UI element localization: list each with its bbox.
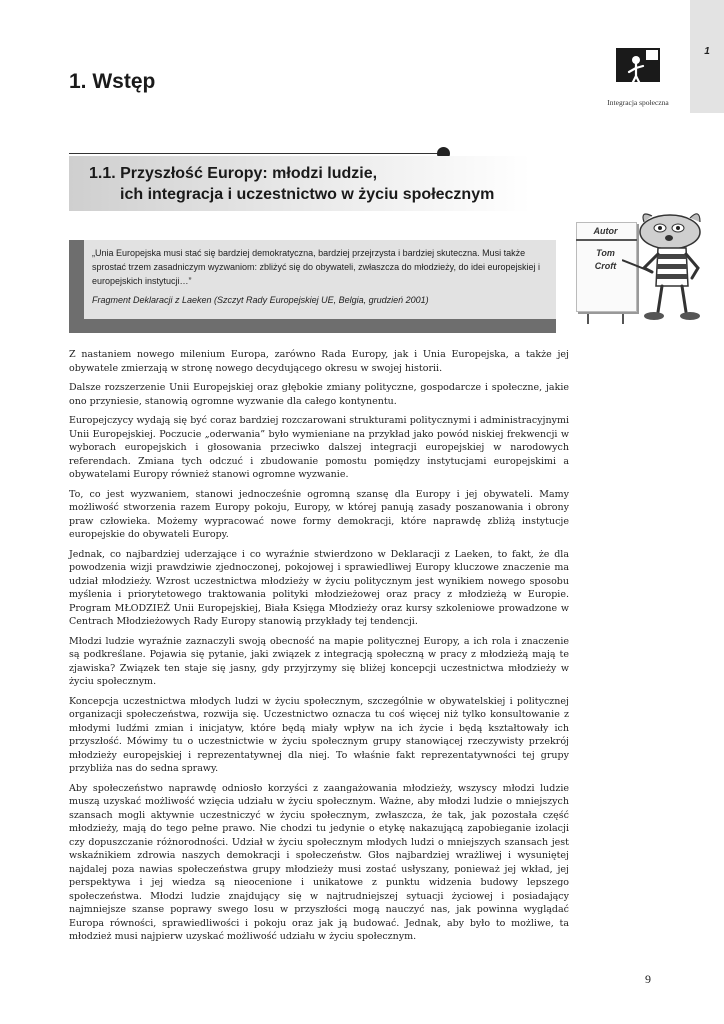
- chapter-number: 1: [704, 46, 710, 57]
- logo-caption: Integracja społeczna: [607, 98, 669, 107]
- paragraph: Aby społeczeństwo naprawdę odniosło korzyści z zaangażowania młodzieży, wszyscy młodzi ludzie muszą uzyskać możliwość wzięcia udziału w życiu społecznym. Ważne, aby młodzi ludzie o mniejszych szansach mogli aktywnie uczestniczyć w życiu społecznym, zwłaszcza, że tak, jak pozostała część młodzieży, mają do tego pełne prawo. Nie chodzi tu jedynie o etykę nakazującą zapobieganie izolacji czy dopuszczanie różnorodności. Udział w życiu społecznym młodych ludzi o mniejszych szansach jest wskaźnikiem zdrowia naszych demokracji i społeczeństw. Głos najbardziej wrażliwej i wysuniętej najdalej poza nawias społeczeństwa grupy młodzieży musi zostać usłyszany, ponieważ jej wkład, jej perspektywa i jej wiedza są nieocenione i unikatowe z punktu widzenia budowy lepszego społeczeństwa. Młodzi ludzie znajdujący się w najtrudniejszej sytuacji życiowej i posiadający najmniejsze szanse poprawy swego losu w przyszłości mogą nauczyć nas, jak powinna wyglądać Europa równości, sprawiedliwości i pokoju oraz jak ją budować. Jednak, aby było to możliwe, ta młodzież musi najpierw uzyskać możliwość udziału w życiu społecznym.: [69, 782, 569, 942]
- author-name-line2: Croft: [594, 261, 617, 271]
- section-title: [89, 163, 494, 205]
- paragraph: Młodzi ludzie wyraźnie zaznaczyli swoją obecność na mapie politycznej Europy, a ich rola i znaczenie są podkreślane. Pojawia się pytanie, jaki związek z integracją społeczną w pracy z młodzieżą mają te zjawiska? Związek ten staje się jasny, gdy przyjrzymy się bliżej koncepcji uczestnictwa młodzieży w życiu społecznym.: [69, 635, 569, 687]
- paragraph: Z nastaniem nowego milenium Europa, zarówno Rada Europy, jak i Unia Europejska, a także jej obywatele zmierzają w stronę nowego decydującego okresu w swojej historii.: [69, 349, 569, 374]
- section-title-line1: 1.1. Przyszłość Europy: młodzi ludzie,: [89, 165, 378, 182]
- cartoon-animal-presenter-icon: [622, 208, 722, 328]
- person-flag-icon: [616, 48, 660, 90]
- chapter-title: 1. Wstęp: [69, 70, 156, 93]
- paragraph: Koncepcja uczestnictwa młodych ludzi w życiu społecznym, szczególnie w obywatelskiej i politycznej organizacji społeczeństwa, rozwija się. Uczestnictwo oznacza tu coś więcej niż tylko konsultowanie z młodymi ludźmi zmian i inicjatyw, które będą miały wpływ na ich życie i będą kształtowały ich przyszłość. Mówimy tu o uczestnictwie w życiu społecznym grupy stanowiącej rzeczywisty przekrój młodzieży europejskiej i reprezentatywnej dla niej. To właśnie fakt reprezentatywności tej grupy przybliża nas do sedna sprawy.: [69, 695, 569, 774]
- quote-text: „Unia Europejska musi stać się bardziej demokratyczna, bardziej przejrzysta i bardziej skuteczna. Musi także sprostać trzem zasadniczym wyzwaniom: zbliżyć się do obywateli, zwłaszcza do młodzieży, do idei europejskiej i europejskich instytucji…”: [92, 248, 541, 286]
- author-label: Autor: [593, 226, 618, 236]
- section-title-line2: ich integracja i uczestnictwo w życiu społecznym: [120, 186, 495, 203]
- paragraph: To, co jest wyzwaniem, stanowi jednocześnie ogromną szansę dla Europy i jej obywateli. Mamy możliwość stworzenia razem Europy pokoju, Europy, w której panują zasady poszanowania i obrony praw człowieka. Możemy wypracować nowe formy demokracji, które naprawdę zbliżą instytucje europejskie do obywateli Europy.: [69, 488, 569, 540]
- page-number: 9: [645, 972, 651, 986]
- quote-source: Fragment Deklaracji z Laeken (Szczyt Rady Europejskiej UE, Belgia, grudzień 2001): [92, 295, 429, 305]
- paragraph: Jednak, co najbardziej uderzające i co wyraźnie stwierdzono w Deklaracji z Laeken, to fakt, że dla powodzenia wizji prawdziwie zjednoczonej, pokojowej i sprawiedliwej Europy kluczowe znaczenie ma udział młodzieży. Wzrost uczestnictwa młodzieży w życiu politycznym jest wynikiem nowego sposobu myślenia i priorytetowego traktowania polityki młodzieżowej oraz pracy z młodzieżą w Europie. Program MŁODZIEŻ Unii Europejskiej, Biała Księga Młodzieży oraz kursy szkoleniowe prowadzone w Centrach Młodzieżowych Rady Europy stanowią przykłady tej tendencji.: [69, 548, 569, 627]
- paragraph: Europejczycy wydają się być coraz bardziej rozczarowani strukturami politycznymi i administracyjnymi Unii Europejskiej. Poczucie „oderwania” było wymieniane na przykład jako powód niskiej frekwencji w wyborach europejskich i głosowania przeciwko dalszej integracji europejskiej w narodowych referendach. Zmiana tych odczuć i zbudowanie pomostu pomiędzy instytucjami europejskimi a obywatelami Europy również stanowi ogromne wyzwanie.: [69, 415, 569, 480]
- body-text: [69, 348, 569, 950]
- paragraph: Dalsze rozszerzenie Unii Europejskiej oraz głębokie zmiany polityczne, gospodarcze i społeczne, jakie ono przyniesie, stanowią ogromne wyzwanie dla całego kontynentu.: [69, 382, 569, 407]
- section-rule: [69, 153, 441, 154]
- author-name-line1: Tom: [596, 248, 615, 258]
